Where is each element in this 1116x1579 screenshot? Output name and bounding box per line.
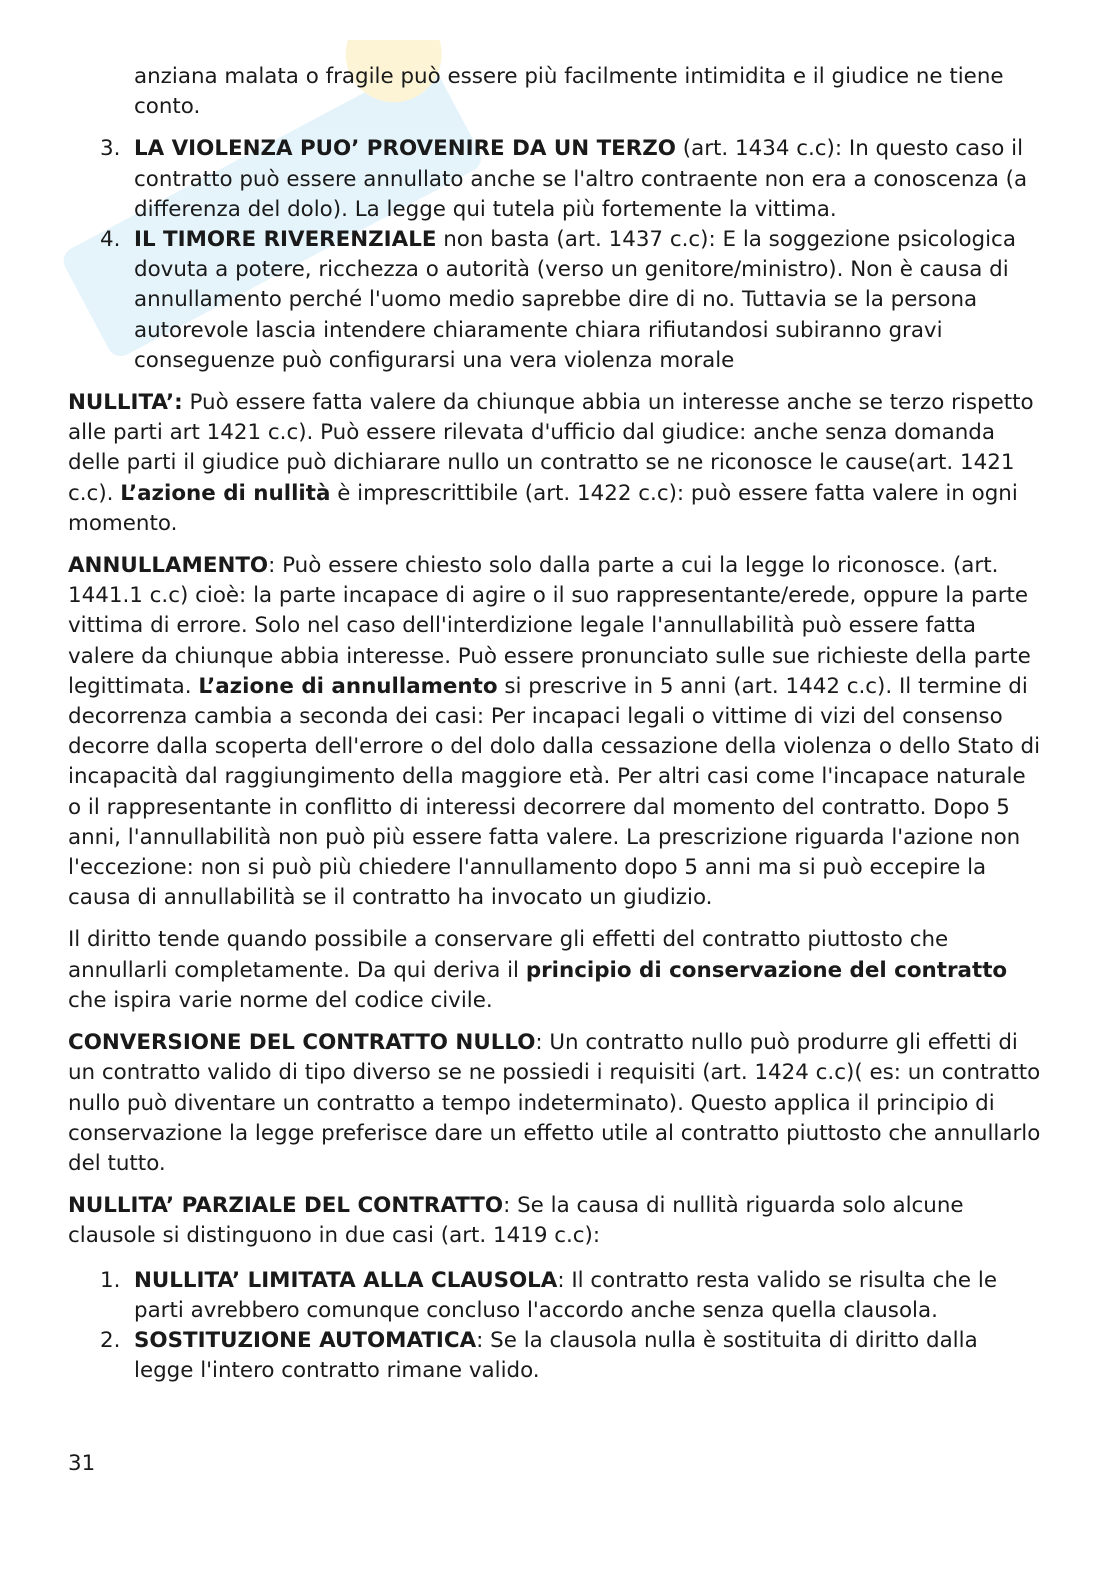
list-item-text: : Se la clausola nulla è sostituita di diritto dalla legge l'intero contratto rimane valido. xyxy=(134,1327,978,1384)
conservazione-principle: principio di conservazione del contratto xyxy=(525,957,1008,983)
annullamento-paragraph xyxy=(68,551,1043,913)
conservazione-text: Il diritto tende quando possibile a conservare gli effetti del contratto piuttosto che annullarli completamente. Da qui deriva il xyxy=(68,927,949,983)
list-number: 4. xyxy=(100,227,121,253)
conversione-heading: CONVERSIONE DEL CONTRATTO NULLO xyxy=(68,1030,536,1056)
list-item-text: : Il contratto resta valido se risulta che le parti avrebbero comunque concluso l'accordo anche senza quella clausola. xyxy=(134,1267,997,1323)
parziale-paragraph xyxy=(68,1191,1043,1251)
list-item xyxy=(68,134,1043,225)
nullita-text: Può essere fatta valere da chiunque abbia un interesse anche se terzo rispetto alle parti art 1421 c.c). Può essere rilevata d'ufficio dal giudice: anche senza domanda delle parti il giudice può dichiarare nullo un contratto se ne riconosce le cause(art. 1421 c.c). xyxy=(68,390,1034,506)
list-item-heading: IL TIMORE RIVERENZIALE xyxy=(134,227,437,253)
nullita-azione-heading: L’azione di nullità xyxy=(120,480,331,506)
list-item xyxy=(68,1266,1043,1326)
list-item xyxy=(68,225,1043,376)
parziale-text: : Se la causa di nullità riguarda solo alcune clausole si distinguono in due casi (art. 1419 c.c): xyxy=(68,1193,964,1249)
list-item-text: non basta (art. 1437 c.c): E la soggezione psicologica dovuta a potere, ricchezza o autorità (verso un genitore/ministro). Non è causa di annullamento perché l'uomo medio saprebbe dire di no. Tuttavia se la persona autorevole lascia intendere chiaramente chiara rifiutandosi subiranno gravi conseguenze può configurarsi una vera violenza morale xyxy=(134,227,1016,373)
annullamento-heading: ANNULLAMENTO xyxy=(68,553,269,579)
parziale-heading: NULLITA’ PARZIALE DEL CONTRATTO xyxy=(68,1193,504,1219)
violence-list xyxy=(68,134,1043,376)
list-item-text: (art. 1434 c.c): In questo caso il contratto può essere annullato anche se l'altro contraente non era a conoscenza (a differenza del dolo). La legge qui tutela più fortemente la vittima. xyxy=(134,136,1028,222)
annullamento-azione-heading: L’azione di annullamento xyxy=(198,673,498,699)
intro-continuation: anziana malata o fragile può essere più facilmente intimidita e il giudice ne tiene conto. xyxy=(134,64,1004,120)
list-item-heading: LA VIOLENZA PUO’ PROVENIRE DA UN TERZO xyxy=(134,136,676,162)
conversione-paragraph xyxy=(68,1028,1043,1179)
conservazione-paragraph xyxy=(68,925,1043,1016)
conversione-text: : Un contratto nullo può produrre gli effetti di un contratto valido di tipo diverso se ne possiedi i requisiti (art. 1424 c.c)( es: un contratto nullo può diventare un contratto a tempo indeterminato). Questo applica il principio di conservazione la legge preferisce dare un effetto utile al contratto piuttosto che annullarlo del tutto. xyxy=(68,1030,1041,1176)
conservazione-text-2: che ispira varie norme del codice civile. xyxy=(68,987,493,1013)
list-item xyxy=(68,1326,1043,1386)
document-page xyxy=(68,62,1043,1398)
parziale-list xyxy=(68,1266,1043,1387)
list-item-heading: SOSTITUZIONE AUTOMATICA xyxy=(134,1327,477,1353)
list-item-heading: NULLITA’ LIMITATA ALLA CLAUSOLA xyxy=(134,1267,558,1293)
nullita-paragraph xyxy=(68,388,1043,539)
page-number: 31 xyxy=(68,1451,96,1476)
nullita-text-2: è imprescrittibile (art. 1422 c.c): può essere fatta valere in ogni momento. xyxy=(68,480,1018,536)
nullita-heading: NULLITA’: xyxy=(68,390,183,416)
list-number: 1. xyxy=(100,1267,121,1293)
list-number: 2. xyxy=(100,1327,121,1353)
annullamento-text-2: si prescrive in 5 anni (art. 1442 c.c). Il termine di decorrenza cambia a seconda dei casi: Per incapaci legali o vittime di vizi del consenso decorre dalla scoperta dell'errore o del dolo dalla cessazione della violenza o dello Stato di incapacità dal raggiungimento della maggiore età. Per altri casi come l'incapace naturale o il rappresentante in conflitto di interessi decorrere dal momento del contratto. Dopo 5 anni, l'annullabilità non può più essere fatta valere. La prescrizione riguarda l'azione non l'eccezione: non si può più chiedere l'annullamento dopo 5 anni ma si può eccepire la causa di annullabilità se il contratto ha invocato un giudizio. xyxy=(68,673,1041,911)
annullamento-text: : Può essere chiesto solo dalla parte a cui la legge lo riconosce. (art. 1441.1 c.c) cioè: la parte incapace di agire o il suo rappresentante/erede, oppure la parte vittima di errore. Solo nel caso dell'interdizione legale l'annullabilità può essere fatta valere da chiunque abbia interesse. Può essere pronunciato sulle sue richieste della parte legittimata. xyxy=(68,553,1031,699)
list-number: 3. xyxy=(100,136,121,162)
